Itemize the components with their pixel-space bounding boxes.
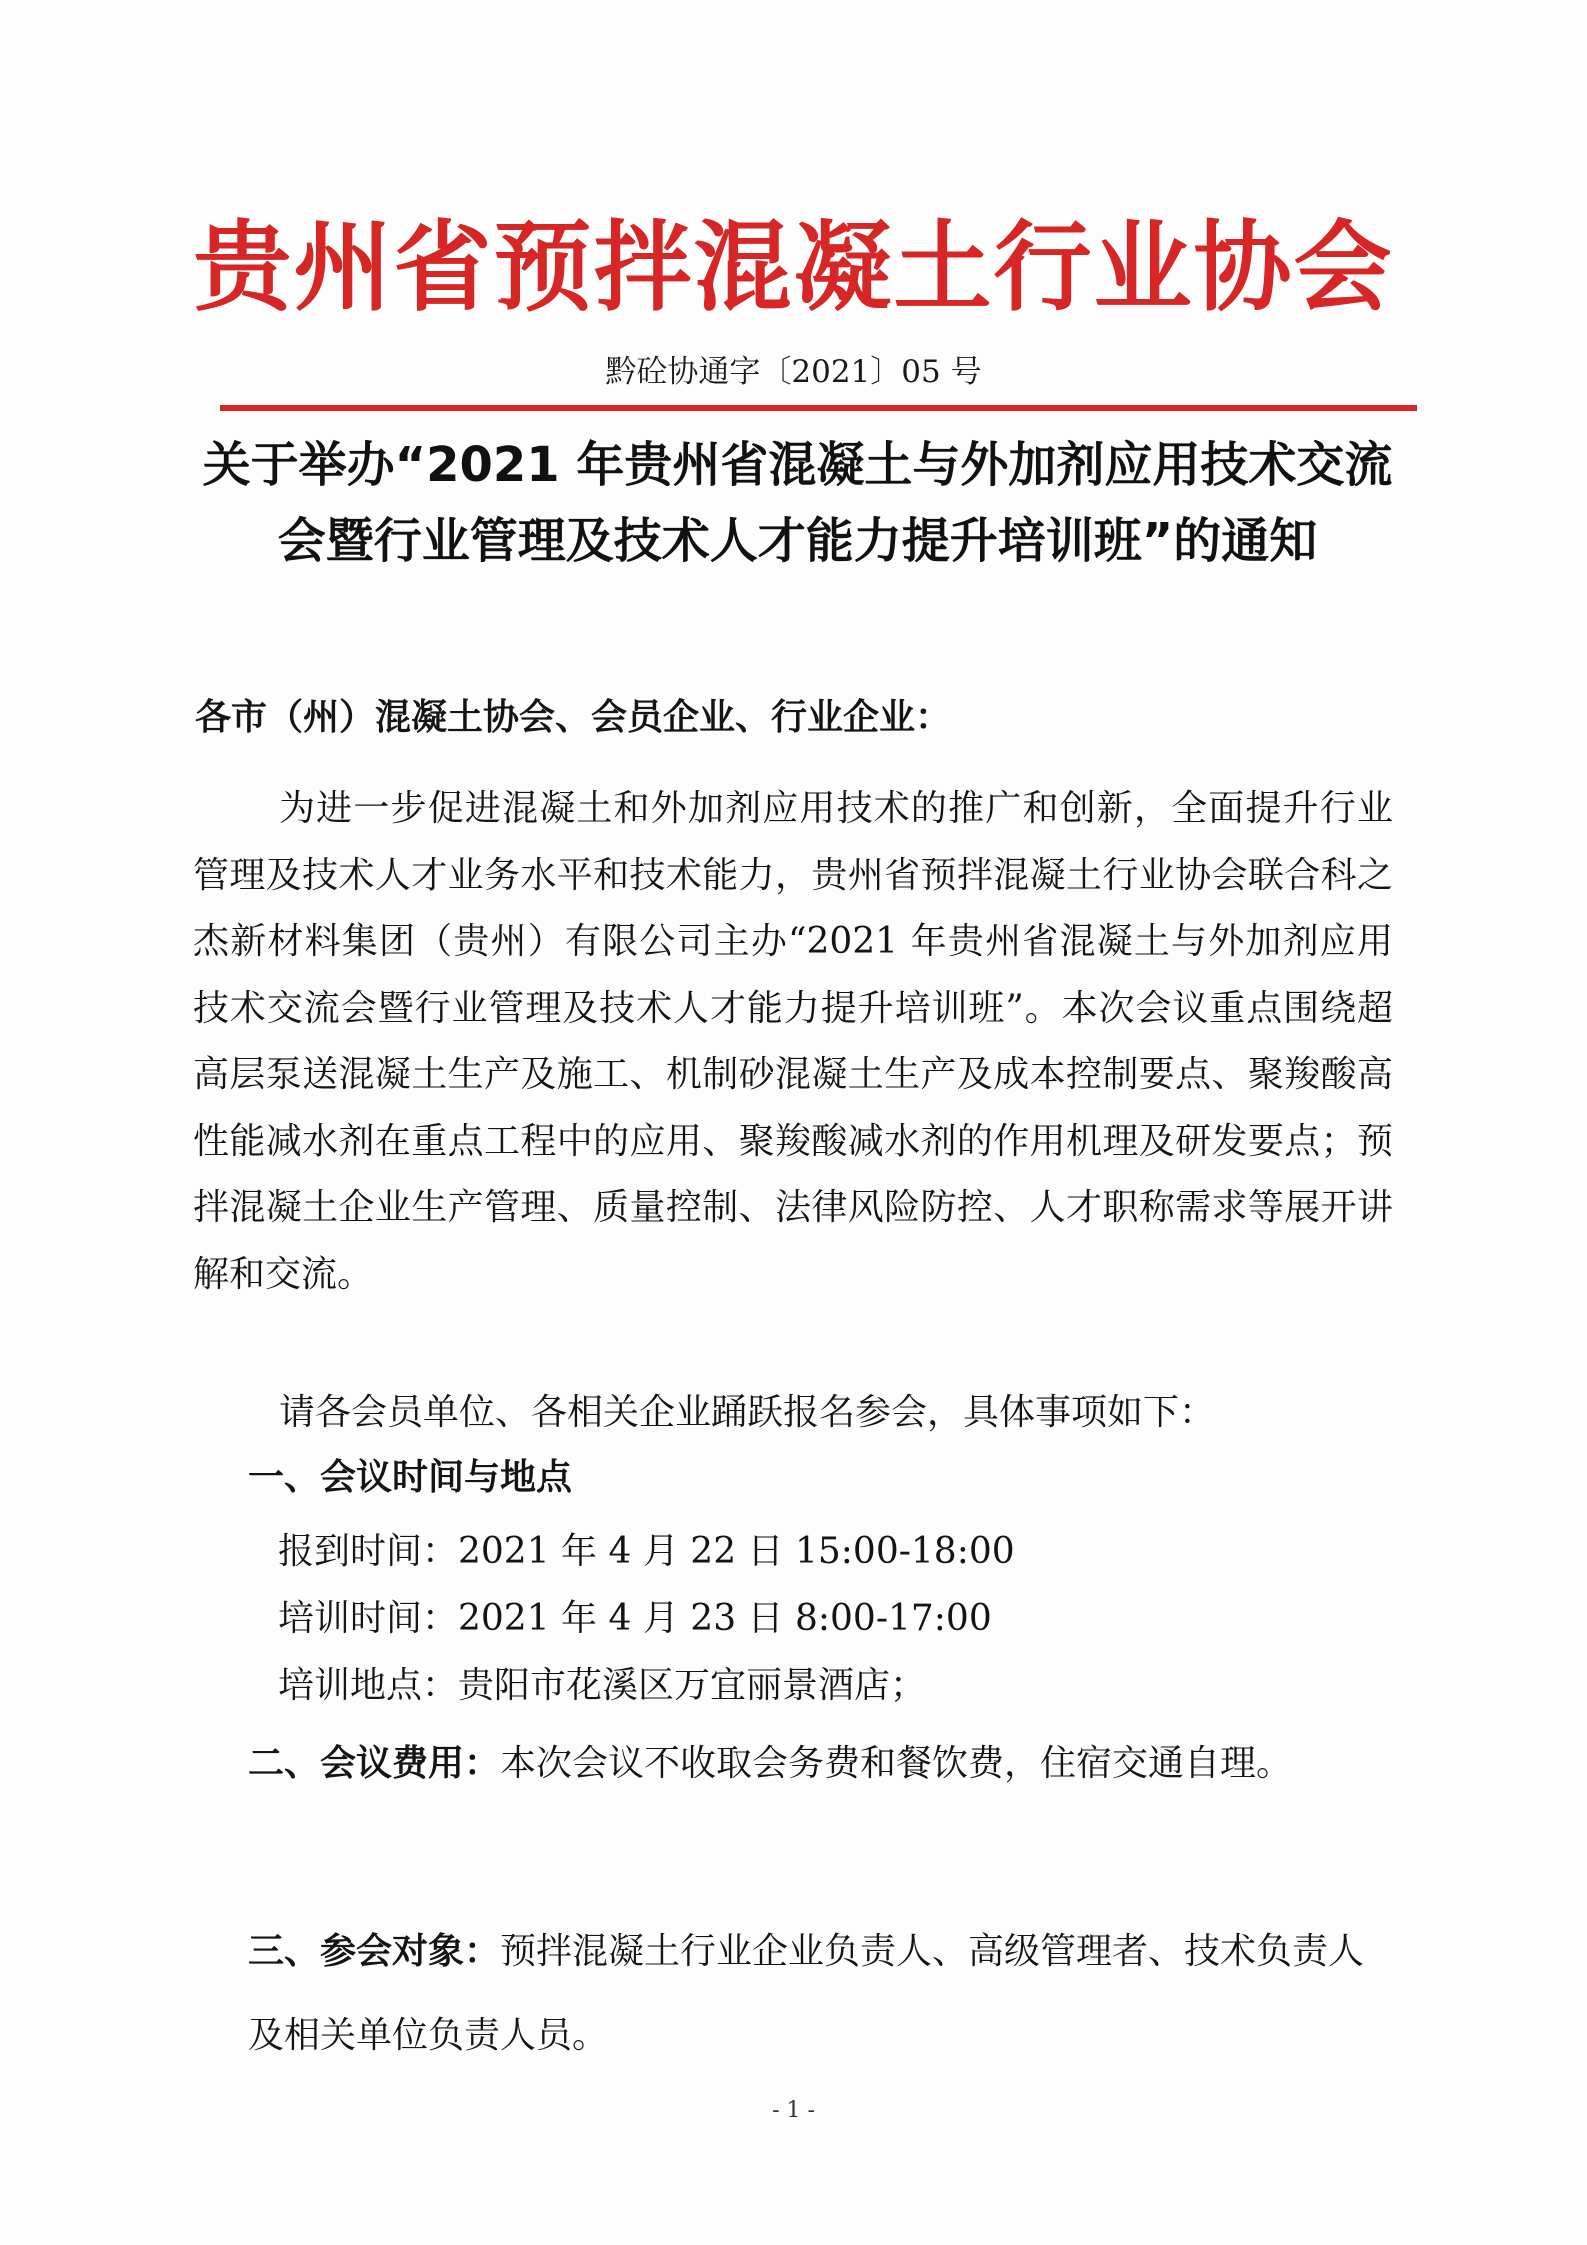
training-location: 培训地点：贵阳市花溪区万宜丽景酒店； [278,1665,927,1706]
section-3-label: 三、参会对象： [248,1931,501,1972]
body-paragraph-2: 请各会员单位、各相关企业踊跃报名参会，具体事项如下： [279,1392,1216,1433]
red-divider [220,405,1417,411]
training-time: 培训时间：2021 年 4 月 23 日 8:00-17:00 [278,1598,992,1639]
section-3-participants [248,1910,1393,2078]
section-1-heading [248,1436,1393,1520]
section-3-text: 预拌混凝土行业企业负责人、高级管理者、技术负责人及相关单位负责人员。 [248,1931,1365,2056]
section-2-label: 二、会议费用： [248,1743,501,1784]
organization-title: 贵州省预拌混凝土行业协会 [193,211,1394,325]
section-2-fees [248,1722,1393,1806]
notice-title: 关于举办“2021 年贵州省混凝土与外加剂应用技术交流会暨行业管理及技术人才能力提升培训班”的通知 [202,437,1393,569]
body-paragraph-1: 为进一步促进混凝土和外加剂应用技术的推广和创新，全面提升行业管理及技术人才业务水平和技术能力，贵州省预拌混凝土行业协会联合科之杰新材料集团（贵州）有限公司主办“2021 年贵州省混凝土与外加剂应用技术交流会暨行业管理及技术人才能力提升培训班”。本次会议重点围绕超高层泵送混凝土生产及施工、机制砂混凝土生产及成本控制要点、聚羧酸高性能减水剂在重点工程中的应用、聚羧酸减水剂的作用机理及研发要点；预拌混凝土企业生产管理、质量控制、法律风险防控、人才职称需求等展开讲解和交流。 [193,788,1393,1295]
page-number: - 1 - [772,2098,815,2123]
section-1-title: 一、会议时间与地点 [248,1457,573,1498]
addressee: 各市（州）混凝土协会、会员企业、行业企业： [195,697,952,738]
document-number: 黔砼协通字〔2021〕05 号 [605,354,982,390]
checkin-time: 报到时间：2021 年 4 月 22 日 15:00-18:00 [278,1531,1015,1572]
section-2-text: 本次会议不收取会务费和餐饮费，住宿交通自理。 [500,1743,1293,1784]
